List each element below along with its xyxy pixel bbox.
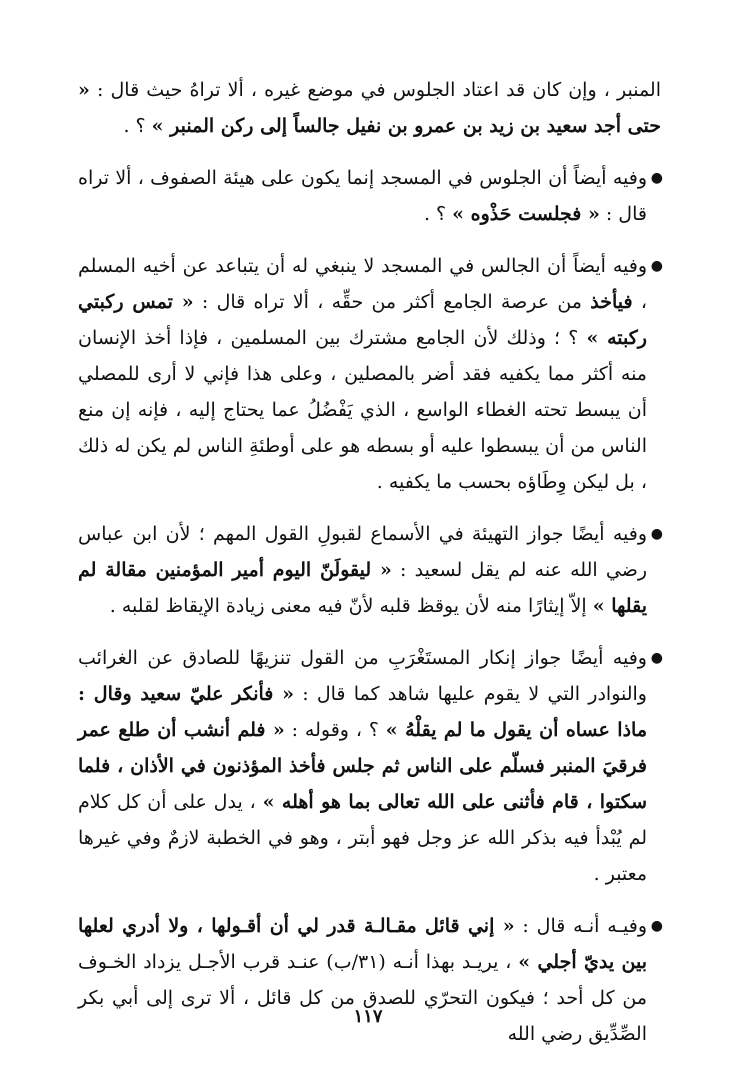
quoted-text: « فأنكر عليّ سعيد وقال : ماذا عساه أن يقول ما لم يقلْهُ » bbox=[78, 683, 647, 741]
bullet-icon: ● bbox=[650, 650, 663, 666]
paragraph-text: من عرصة الجامع أكثر من حقِّه ، ألا تراه قال : bbox=[193, 291, 591, 313]
quoted-text: « حتى أجد سعيد بن زيد بن عمرو بن نفيل جالساً إلى ركن المنبر » bbox=[78, 79, 661, 137]
quoted-text: « إني قائل مقـالـة قدر لي أن أقـولها ، ولا أدري لعلها بين يديّ أجلي » bbox=[78, 915, 647, 973]
quoted-text: « ليقولَنّ اليوم أمير المؤمنين مقالة لم يقلها » bbox=[78, 559, 647, 617]
paragraph-text: ، يريـد بهذا أنـه (٣١/ب) عنـد قرب الأجـل يزداد الخـوف من كل أحد ؛ فيكون التحرّي للصدق من كل قائل ، ألا ترى إلى أبي بكر الصِّدِّيق رضي الله bbox=[78, 951, 647, 1045]
paragraph bbox=[78, 72, 661, 144]
quoted-text: « فجلست حَذْوه » bbox=[452, 203, 600, 225]
paragraph-text: وفيه أيضاً أن الجلوس في المسجد إنما يكون على هيئة الصفوف ، ألا تراه قال : bbox=[78, 167, 647, 225]
paragraph bbox=[78, 160, 661, 232]
page-number: ١١٧ bbox=[353, 1006, 383, 1027]
paragraph-text: إلاّ إيثارًا منه لأن يوقظ قلبه لأنّ فيه معنى زيادة الإيقاظ لقلبه . bbox=[109, 595, 593, 617]
paragraph-text: وفيـه أنـه قال : bbox=[514, 915, 647, 937]
paragraph-text: وفيه أيضاً أن الجالس في المسجد لا ينبغي له أن يتباعد عن أخيه المسلم ، bbox=[78, 255, 648, 313]
paragraph-text: ؟ . bbox=[123, 115, 152, 137]
paragraph bbox=[78, 248, 661, 500]
paragraph-text: ؟ ، وقوله : bbox=[284, 719, 386, 741]
bullet-icon: ● bbox=[650, 526, 663, 542]
bullet-icon: ● bbox=[650, 258, 663, 274]
page-body bbox=[78, 72, 661, 1052]
paragraph bbox=[78, 908, 661, 1052]
paragraph-text: المنبر ، وإن كان قد اعتاد الجلوس في موضع غيره ، ألا تراهُ حيث قال : bbox=[89, 79, 661, 101]
paragraph bbox=[78, 640, 661, 892]
paragraph-text: ؟ . bbox=[423, 203, 453, 225]
paragraph-text: وفيه أيضًا جواز إنكار المستَغْرَبِ من القول تنزيهًا للصادق عن الغرائب والنوادر التي لا يقوم عليها شاهد كما قال : bbox=[78, 647, 647, 705]
paragraph bbox=[78, 516, 661, 624]
bullet-icon: ● bbox=[650, 918, 663, 934]
paragraph-text: وفيه أيضًا جواز التهيئة في الأسماع لقبولِ القول المهم ؛ لأن ابن عباس رضي الله عنه لم يقل لسعيد : bbox=[78, 523, 647, 581]
quoted-text: فيأخذ bbox=[590, 291, 633, 313]
quoted-text: « فلم أنشب أن طلع عمر فرقيَ المنبر فسلّم على الناس ثم جلس فأخذ المؤذنون في الأذان ، فلما سكتوا ، قام فأثنى على الله تعالى بما هو أهله » bbox=[78, 719, 647, 813]
paragraph-text: ؟ ؛ وذلك لأن الجامع مشترك بين المسلمين ، فإذا أخذ الإنسان منه أكثر مما يكفيه فقد أضر بالمصلين ، وعلى هذا فإني لا أرى للمصلي أن يبسط تحته الغطاء الواسع ، الذي يَفْضُلُ عما يحتاج إليه ، فإنه إن منع الناس من أن يبسطوا عليه أو بسطه هو على أوطئةِ الناس لم يكن له ذلك ، بل ليكن وِطَاؤه بحسب ما يكفيه . bbox=[78, 327, 647, 493]
quoted-text: « تمس ركبتي ركبته » bbox=[78, 291, 647, 349]
paragraph-text: ، يدل على أن كل كلام لم يُبْدأ فيه بذكر الله عز وجل فهو أبتر ، وهو في الخطبة لازمٌ وفي غيرها معتبر . bbox=[78, 791, 647, 885]
bullet-icon: ● bbox=[650, 170, 663, 186]
